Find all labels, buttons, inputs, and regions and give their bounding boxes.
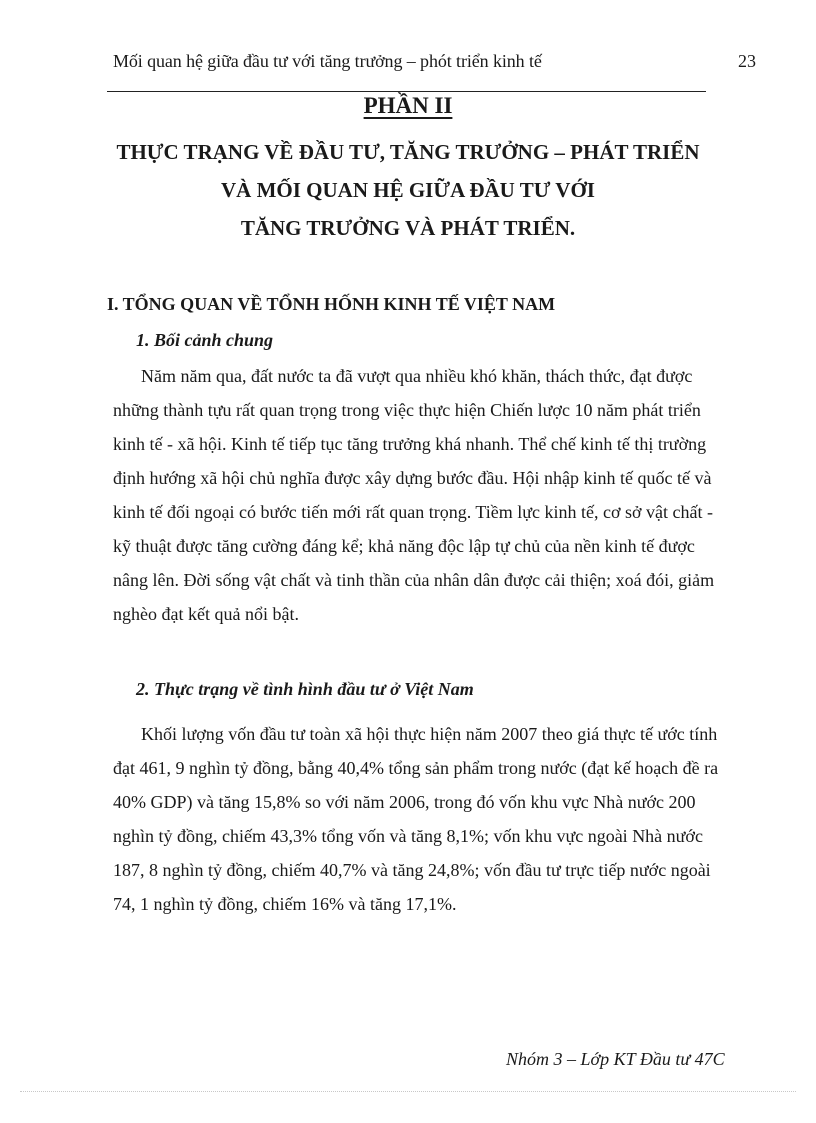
paragraph-line: Năm năm qua, đất nước ta đã vượt qua nhiều khó khăn, thách thức, đạt được <box>141 366 693 386</box>
header-divider <box>107 91 706 92</box>
part-label <box>0 93 816 119</box>
subsection-heading-2: 2. Thực trạng về tình hình đầu tư ở Việt Nam <box>136 679 474 699</box>
subsection-heading-1: 1. Bối cảnh chung <box>136 330 274 350</box>
page-footer: Nhóm 3 – Lớp KT Đầu tư 47C <box>506 1049 725 1069</box>
paragraph-line: kỹ thuật được tăng cường đáng kể; khả năng độc lập tự chủ của nền kinh tế được <box>113 536 695 556</box>
paragraph-line: nghèo đạt kết quả nổi bật. <box>113 604 299 624</box>
footer-divider <box>20 1091 796 1092</box>
paragraph-line: nghìn tỷ đồng, chiếm 43,3% tổng vốn và tăng 8,1%; vốn khu vực ngoài Nhà nước <box>113 826 703 846</box>
part-title-line-2: VÀ MỐI QUAN HỆ GIỮA ĐẦU TƯ VỚI <box>221 178 595 202</box>
paragraph-line: định hướng xã hội chủ nghĩa được xây dựng bước đầu. Hội nhập kinh tế quốc tế và <box>113 468 712 488</box>
paragraph-investment <box>113 717 753 921</box>
page-number: 23 <box>738 51 756 71</box>
paragraph-line: nâng lên. Đời sống vật chất và tinh thần của nhân dân được cải thiện; xoá đói, giảm <box>113 570 715 590</box>
paragraph-line: kinh tế - xã hội. Kinh tế tiếp tục tăng trưởng khá nhanh. Thể chế kinh tế thị trường <box>113 434 707 454</box>
paragraph-line: 74, 1 nghìn tỷ đồng, chiếm 16% và tăng 17,1%. <box>113 894 457 914</box>
part-title-line-1: THỰC TRẠNG VỀ ĐẦU TƯ, TĂNG TRƯỞNG – PHÁT TRIỂN <box>116 140 700 164</box>
paragraph-line: 40% GDP) và tăng 15,8% so với năm 2006, trong đó vốn khu vực Nhà nước 200 <box>113 792 696 812</box>
part-label-text: PHẦN II <box>363 93 453 118</box>
paragraph-line: kinh tế đối ngoại có bước tiến mới rất quan trọng. Tiềm lực kinh tế, cơ sở vật chất - <box>113 502 713 522</box>
part-title-line-3: TĂNG TRƯỞNG VÀ PHÁT TRIỂN. <box>240 216 576 240</box>
paragraph-line: đạt 461, 9 nghìn tỷ đồng, bằng 40,4% tổng sản phẩm trong nước (đạt kế hoạch đề ra <box>113 758 719 778</box>
section-heading: I. TỔNG QUAN VỀ TỔNH HỐNH KINH TẾ VIỆT NAM <box>107 294 556 314</box>
paragraph-context <box>113 359 753 631</box>
running-header: Mối quan hệ giữa đầu tư với tăng trưởng – phót triển kinh tế <box>113 51 542 71</box>
paragraph-line: những thành tựu rất quan trọng trong việc thực hiện Chiến lược 10 năm phát triển <box>113 400 701 420</box>
paragraph-line: Khối lượng vốn đầu tư toàn xã hội thực hiện năm 2007 theo giá thực tế ước tính <box>141 724 718 744</box>
paragraph-line: 187, 8 nghìn tỷ đồng, chiếm 40,7% và tăng 24,8%; vốn đầu tư trực tiếp nước ngoài <box>113 860 711 880</box>
